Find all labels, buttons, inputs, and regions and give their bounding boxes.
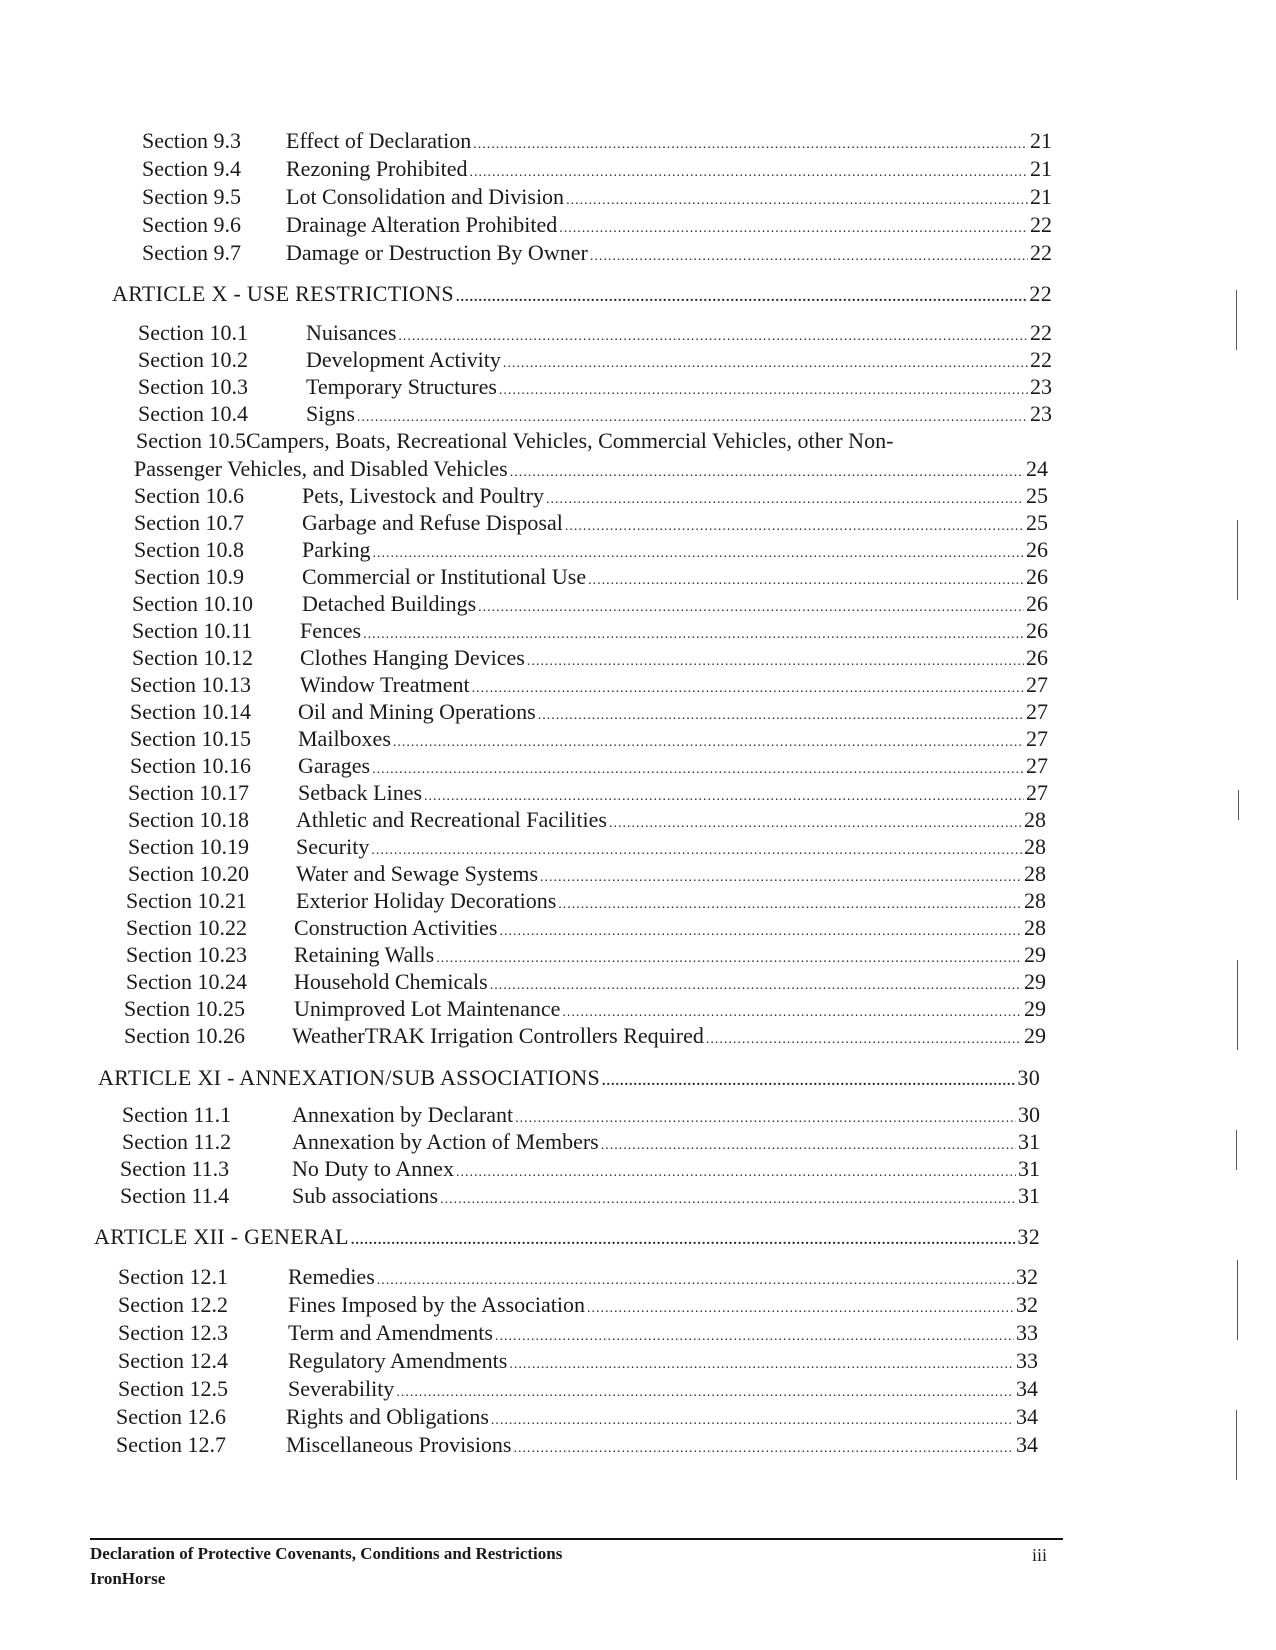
page-number: 21: [1030, 128, 1052, 153]
section-title: Athletic and Recreational Facilities: [296, 807, 607, 832]
section-number: Section 12.2: [118, 1292, 228, 1317]
page-number: 27: [1026, 780, 1048, 805]
page-number: 33: [1016, 1348, 1038, 1373]
section-title: Unimproved Lot Maintenance: [294, 996, 561, 1021]
section-title: Exterior Holiday Decorations: [296, 888, 557, 913]
section-number: Section 10.6: [134, 483, 244, 508]
toc-section-entry: [134, 508, 1048, 538]
toc-article-heading: [94, 1222, 1040, 1252]
toc-section-entry: [136, 426, 893, 456]
page-number: 34: [1016, 1432, 1038, 1457]
section-number: Section 10.8: [134, 537, 244, 562]
page-number: 28: [1024, 915, 1046, 940]
page-number: 32: [1016, 1264, 1038, 1289]
toc-section-entry: [142, 182, 1052, 212]
section-title: Effect of Declaration: [286, 128, 472, 153]
dot-leader: [590, 242, 1028, 272]
section-title: Rights and Obligations: [286, 1404, 489, 1429]
section-number: Section 10.17: [128, 780, 249, 805]
section-number: Section 12.5: [118, 1376, 228, 1401]
section-number: Section 10.20: [128, 861, 249, 886]
toc-section-entry: [116, 1430, 1038, 1460]
page-number: 28: [1024, 807, 1046, 832]
section-number: Section 10.24: [126, 969, 247, 994]
section-title: Window Treatment: [300, 672, 470, 697]
dot-leader: [351, 1226, 1016, 1256]
section-number: Section 10.26: [124, 1023, 245, 1048]
section-number: Section 11.2: [122, 1129, 232, 1154]
section-number: Section 11.1: [122, 1102, 232, 1127]
section-title: Construction Activities: [294, 915, 498, 940]
toc-section-entry: [130, 670, 1048, 700]
section-title: Regulatory Amendments: [288, 1348, 508, 1373]
page-number: 23: [1030, 401, 1052, 426]
toc-section-entry: [134, 562, 1048, 592]
toc-section-entry: [132, 643, 1048, 673]
section-number: Section 10.12: [132, 645, 253, 670]
toc-section-entry: [118, 1290, 1038, 1320]
page-number: 33: [1016, 1320, 1038, 1345]
toc-section-entry: [128, 832, 1046, 862]
page-number: 26: [1026, 645, 1048, 670]
toc-section-entry: [132, 589, 1048, 619]
toc-section-entry: [118, 1374, 1038, 1404]
section-title: Damage or Destruction By Owner: [286, 240, 588, 265]
toc-section-entry: [116, 1402, 1038, 1432]
section-title: Pets, Livestock and Poultry: [302, 483, 544, 508]
section-number: Section 10.5: [136, 428, 246, 453]
section-title: Annexation by Action of Members: [292, 1129, 599, 1154]
section-number: Section 10.3: [138, 374, 248, 399]
scan-artifact: [1237, 1260, 1238, 1340]
page-number: 24: [1026, 456, 1048, 481]
section-title: Garages: [298, 753, 371, 778]
page-number: 22: [1029, 281, 1052, 306]
toc-section-entry: [130, 751, 1048, 781]
page-number: 21: [1030, 156, 1052, 181]
toc-section-entry: [126, 967, 1046, 997]
article-title: ARTICLE XI - ANNEXATION/SUB ASSOCIATIONS: [98, 1065, 601, 1090]
scan-artifact: [1238, 790, 1239, 820]
page-number: 22: [1030, 320, 1052, 345]
page-number: 23: [1030, 374, 1052, 399]
section-title: Nuisances: [306, 320, 397, 345]
article-title: ARTICLE X - USE RESTRICTIONS: [112, 281, 454, 306]
page-number: 25: [1026, 483, 1048, 508]
page-number: 27: [1026, 726, 1048, 751]
page-number: 30: [1018, 1102, 1040, 1127]
toc-section-entry: [126, 913, 1046, 943]
section-title: Setback Lines: [298, 780, 423, 805]
section-number: Section 10.25: [124, 996, 245, 1021]
article-title: ARTICLE XII - GENERAL: [94, 1224, 349, 1249]
section-number: Section 10.10: [132, 591, 253, 616]
section-title: Drainage Alteration Prohibited: [286, 212, 558, 237]
footer-rule: [90, 1538, 1063, 1540]
page-number: 28: [1024, 834, 1046, 859]
page-number: 31: [1018, 1156, 1040, 1181]
toc-section-entry: [134, 481, 1048, 511]
scan-artifact: [1236, 1410, 1237, 1480]
page-number: 26: [1026, 564, 1048, 589]
section-number: Section 10.2: [138, 347, 248, 372]
toc-section-entry: [138, 399, 1052, 429]
dot-leader: [706, 1025, 1022, 1055]
section-number: Section 10.9: [134, 564, 244, 589]
toc-section-entry: [118, 1346, 1038, 1376]
page-number: 31: [1018, 1183, 1040, 1208]
toc-section-entry: [132, 616, 1048, 646]
section-number: Section 10.15: [130, 726, 251, 751]
toc-section-entry: [142, 126, 1052, 156]
section-number: Section 11.4: [120, 1183, 230, 1208]
section-title: Signs: [306, 401, 355, 426]
section-title: WeatherTRAK Irrigation Controllers Required: [292, 1023, 704, 1048]
scan-artifact: [1237, 960, 1238, 1050]
section-title: Term and Amendments: [288, 1320, 493, 1345]
dot-leader: [602, 1067, 1015, 1097]
dot-leader: [514, 1434, 1015, 1464]
section-number: Section 12.7: [116, 1432, 226, 1457]
section-title: Fences: [300, 618, 362, 643]
toc-section-entry: [120, 1154, 1040, 1184]
section-title: No Duty to Annex: [292, 1156, 454, 1181]
section-number: Section 12.1: [118, 1264, 228, 1289]
section-title: Rezoning Prohibited: [286, 156, 468, 181]
page-number: 26: [1026, 618, 1048, 643]
toc-section-entry: [134, 535, 1048, 565]
toc-section-entry: [122, 1127, 1040, 1157]
section-title: Clothes Hanging Devices: [300, 645, 525, 670]
section-title: Mailboxes: [298, 726, 391, 751]
page-number: 22: [1030, 347, 1052, 372]
toc-section-entry: [138, 345, 1052, 375]
toc-section-entry: [122, 1100, 1040, 1130]
page-number: 26: [1026, 537, 1048, 562]
toc-section-entry: [124, 1021, 1046, 1051]
toc-article-heading: [112, 279, 1052, 309]
section-number: Section 10.4: [138, 401, 248, 426]
footer-page-number: iii: [1032, 1545, 1048, 1565]
toc-section-entry: [142, 210, 1052, 240]
section-number: Section 10.19: [128, 834, 249, 859]
section-title: Garbage and Refuse Disposal: [302, 510, 563, 535]
section-number: Section 10.13: [130, 672, 251, 697]
dot-leader: [456, 283, 1027, 313]
scan-artifact: [1236, 290, 1237, 350]
page-number: 27: [1026, 699, 1048, 724]
section-title: Sub associations: [292, 1183, 439, 1208]
section-title: Severability: [288, 1376, 395, 1401]
page-number: 29: [1024, 1023, 1046, 1048]
section-title: Household Chemicals: [294, 969, 488, 994]
toc-section-entry: [126, 886, 1046, 916]
section-title-continued: Passenger Vehicles, and Disabled Vehicles: [134, 456, 508, 481]
toc-section-entry: [142, 154, 1052, 184]
section-number: Section 10.16: [130, 753, 251, 778]
section-title: Detached Buildings: [302, 591, 477, 616]
toc-section-entry: [124, 994, 1046, 1024]
page-number: 22: [1030, 240, 1052, 265]
page-number: 31: [1018, 1129, 1040, 1154]
section-title: Parking: [302, 537, 371, 562]
toc-section-entry: [142, 238, 1052, 268]
page-number: 30: [1017, 1065, 1040, 1090]
page-number: 22: [1030, 212, 1052, 237]
section-title: Oil and Mining Operations: [298, 699, 536, 724]
toc-section-entry-continued: [134, 454, 1048, 484]
page-number: 34: [1016, 1376, 1038, 1401]
page-number: 27: [1026, 672, 1048, 697]
section-title: Lot Consolidation and Division: [286, 184, 565, 209]
section-title: Commercial or Institutional Use: [302, 564, 587, 589]
section-number: Section 10.22: [126, 915, 247, 940]
toc-section-entry: [118, 1262, 1038, 1292]
section-number: Section 10.1: [138, 320, 248, 345]
page-number: 28: [1024, 888, 1046, 913]
section-title: Annexation by Declarant: [292, 1102, 514, 1127]
scan-artifact: [1237, 520, 1238, 600]
section-number: Section 12.3: [118, 1320, 228, 1345]
section-number: Section 10.11: [132, 618, 253, 643]
section-number: Section 9.7: [142, 240, 241, 265]
section-number: Section 10.23: [126, 942, 247, 967]
section-number: Section 11.3: [120, 1156, 230, 1181]
toc-section-entry: [120, 1181, 1040, 1211]
page-number: 21: [1030, 184, 1052, 209]
footer-project-name: IronHorse: [90, 1569, 166, 1588]
section-number: Section 12.6: [116, 1404, 226, 1429]
section-title: Temporary Structures: [306, 374, 497, 399]
section-number: Section 9.5: [142, 184, 241, 209]
page-number: 27: [1026, 753, 1048, 778]
toc-section-entry: [130, 724, 1048, 754]
toc-section-entry: [128, 859, 1046, 889]
page-number: 29: [1024, 969, 1046, 994]
page-number: 28: [1024, 861, 1046, 886]
section-title: Retaining Walls: [294, 942, 435, 967]
section-title: Fines Imposed by the Association: [288, 1292, 585, 1317]
section-number: Section 12.4: [118, 1348, 228, 1373]
section-number: Section 10.7: [134, 510, 244, 535]
toc-section-entry: [128, 805, 1046, 835]
toc-section-entry: [138, 372, 1052, 402]
page-number: 32: [1017, 1224, 1040, 1249]
toc-section-entry: [126, 940, 1046, 970]
page-number: 25: [1026, 510, 1048, 535]
section-title: Remedies: [288, 1264, 375, 1289]
section-number: Section 10.14: [130, 699, 251, 724]
section-number: Section 9.6: [142, 212, 241, 237]
section-title: Security: [296, 834, 370, 859]
section-number: Section 9.4: [142, 156, 241, 181]
toc-section-entry: [128, 778, 1048, 808]
section-title: Water and Sewage Systems: [296, 861, 538, 886]
section-number: Section 9.3: [142, 128, 241, 153]
dot-leader: [440, 1185, 1016, 1215]
footer-document-title: Declaration of Protective Covenants, Conditions and Restrictions: [90, 1544, 563, 1563]
page-number: 29: [1024, 942, 1046, 967]
toc-section-entry: [130, 697, 1048, 727]
section-number: Section 10.21: [126, 888, 247, 913]
page-number: 26: [1026, 591, 1048, 616]
toc-article-heading: [98, 1063, 1040, 1093]
page-number: 34: [1016, 1404, 1038, 1429]
toc-section-entry: [118, 1318, 1038, 1348]
page-number: 29: [1024, 996, 1046, 1021]
section-title: Campers, Boats, Recreational Vehicles, Commercial Vehicles, other Non-: [246, 428, 894, 453]
section-title: Development Activity: [306, 347, 501, 372]
page-number: 32: [1016, 1292, 1038, 1317]
section-number: Section 10.18: [128, 807, 249, 832]
toc-section-entry: [138, 318, 1052, 348]
scan-artifact: [1236, 1130, 1237, 1170]
section-title: Miscellaneous Provisions: [286, 1432, 512, 1457]
